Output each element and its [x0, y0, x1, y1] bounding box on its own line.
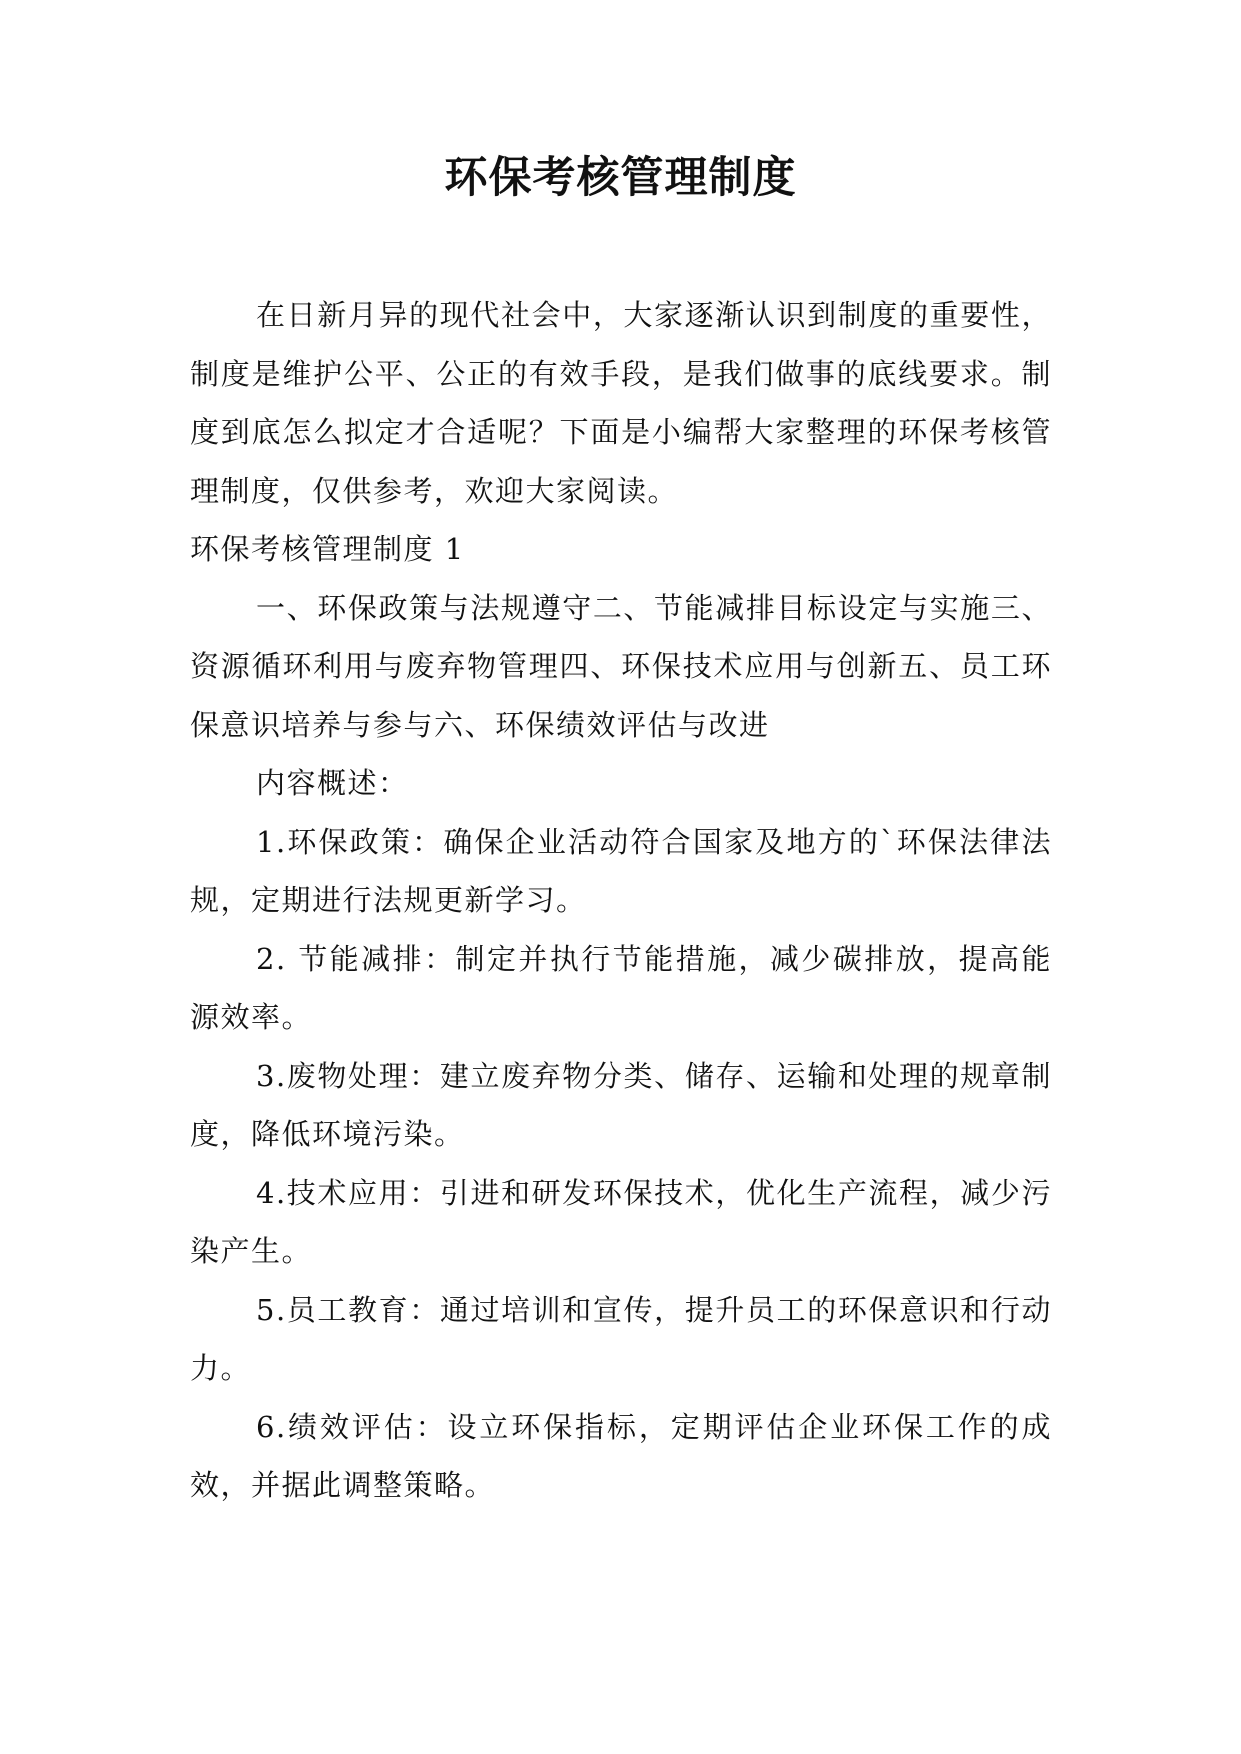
summary-label: 内容概述：	[256, 766, 409, 800]
document-body	[190, 286, 1052, 1515]
intro-paragraph: 在日新月异的现代社会中，大家逐渐认识到制度的重要性，制度是维护公平、公正的有效手段，是我们做事的底线要求。制度到底怎么拟定才合适呢？下面是小编帮大家整理的环保考核管理制度，仅供参考，欢迎大家阅读。	[190, 298, 1052, 508]
document-title: 环保考核管理制度	[444, 153, 797, 203]
list-item: 6.绩效评估：设立环保指标，定期评估企业环保工作的成效，并据此调整策略。	[190, 1409, 1052, 1502]
list-item: 4.技术应用：引进和研发环保技术，优化生产流程，减少污染产生。	[190, 1175, 1052, 1268]
list-item: 5.员工教育：通过培训和宣传，提升员工的环保意识和行动力。	[190, 1292, 1052, 1385]
section-heading: 环保考核管理制度 1	[190, 532, 465, 566]
list-item: 2. 节能减排：制定并执行节能措施，减少碳排放，提高能源效率。	[190, 941, 1052, 1034]
list-item: 3.废物处理：建立废弃物分类、储存、运输和处理的规章制度，降低环境污染。	[190, 1058, 1052, 1151]
list-item: 1.环保政策：确保企业活动符合国家及地方的`环保法律法规，定期进行法规更新学习。	[190, 824, 1052, 917]
outline-paragraph: 一、环保政策与法规遵守二、节能减排目标设定与实施三、资源循环利用与废弃物管理四、环保技术应用与创新五、员工环保意识培养与参与六、环保绩效评估与改进	[190, 590, 1052, 742]
